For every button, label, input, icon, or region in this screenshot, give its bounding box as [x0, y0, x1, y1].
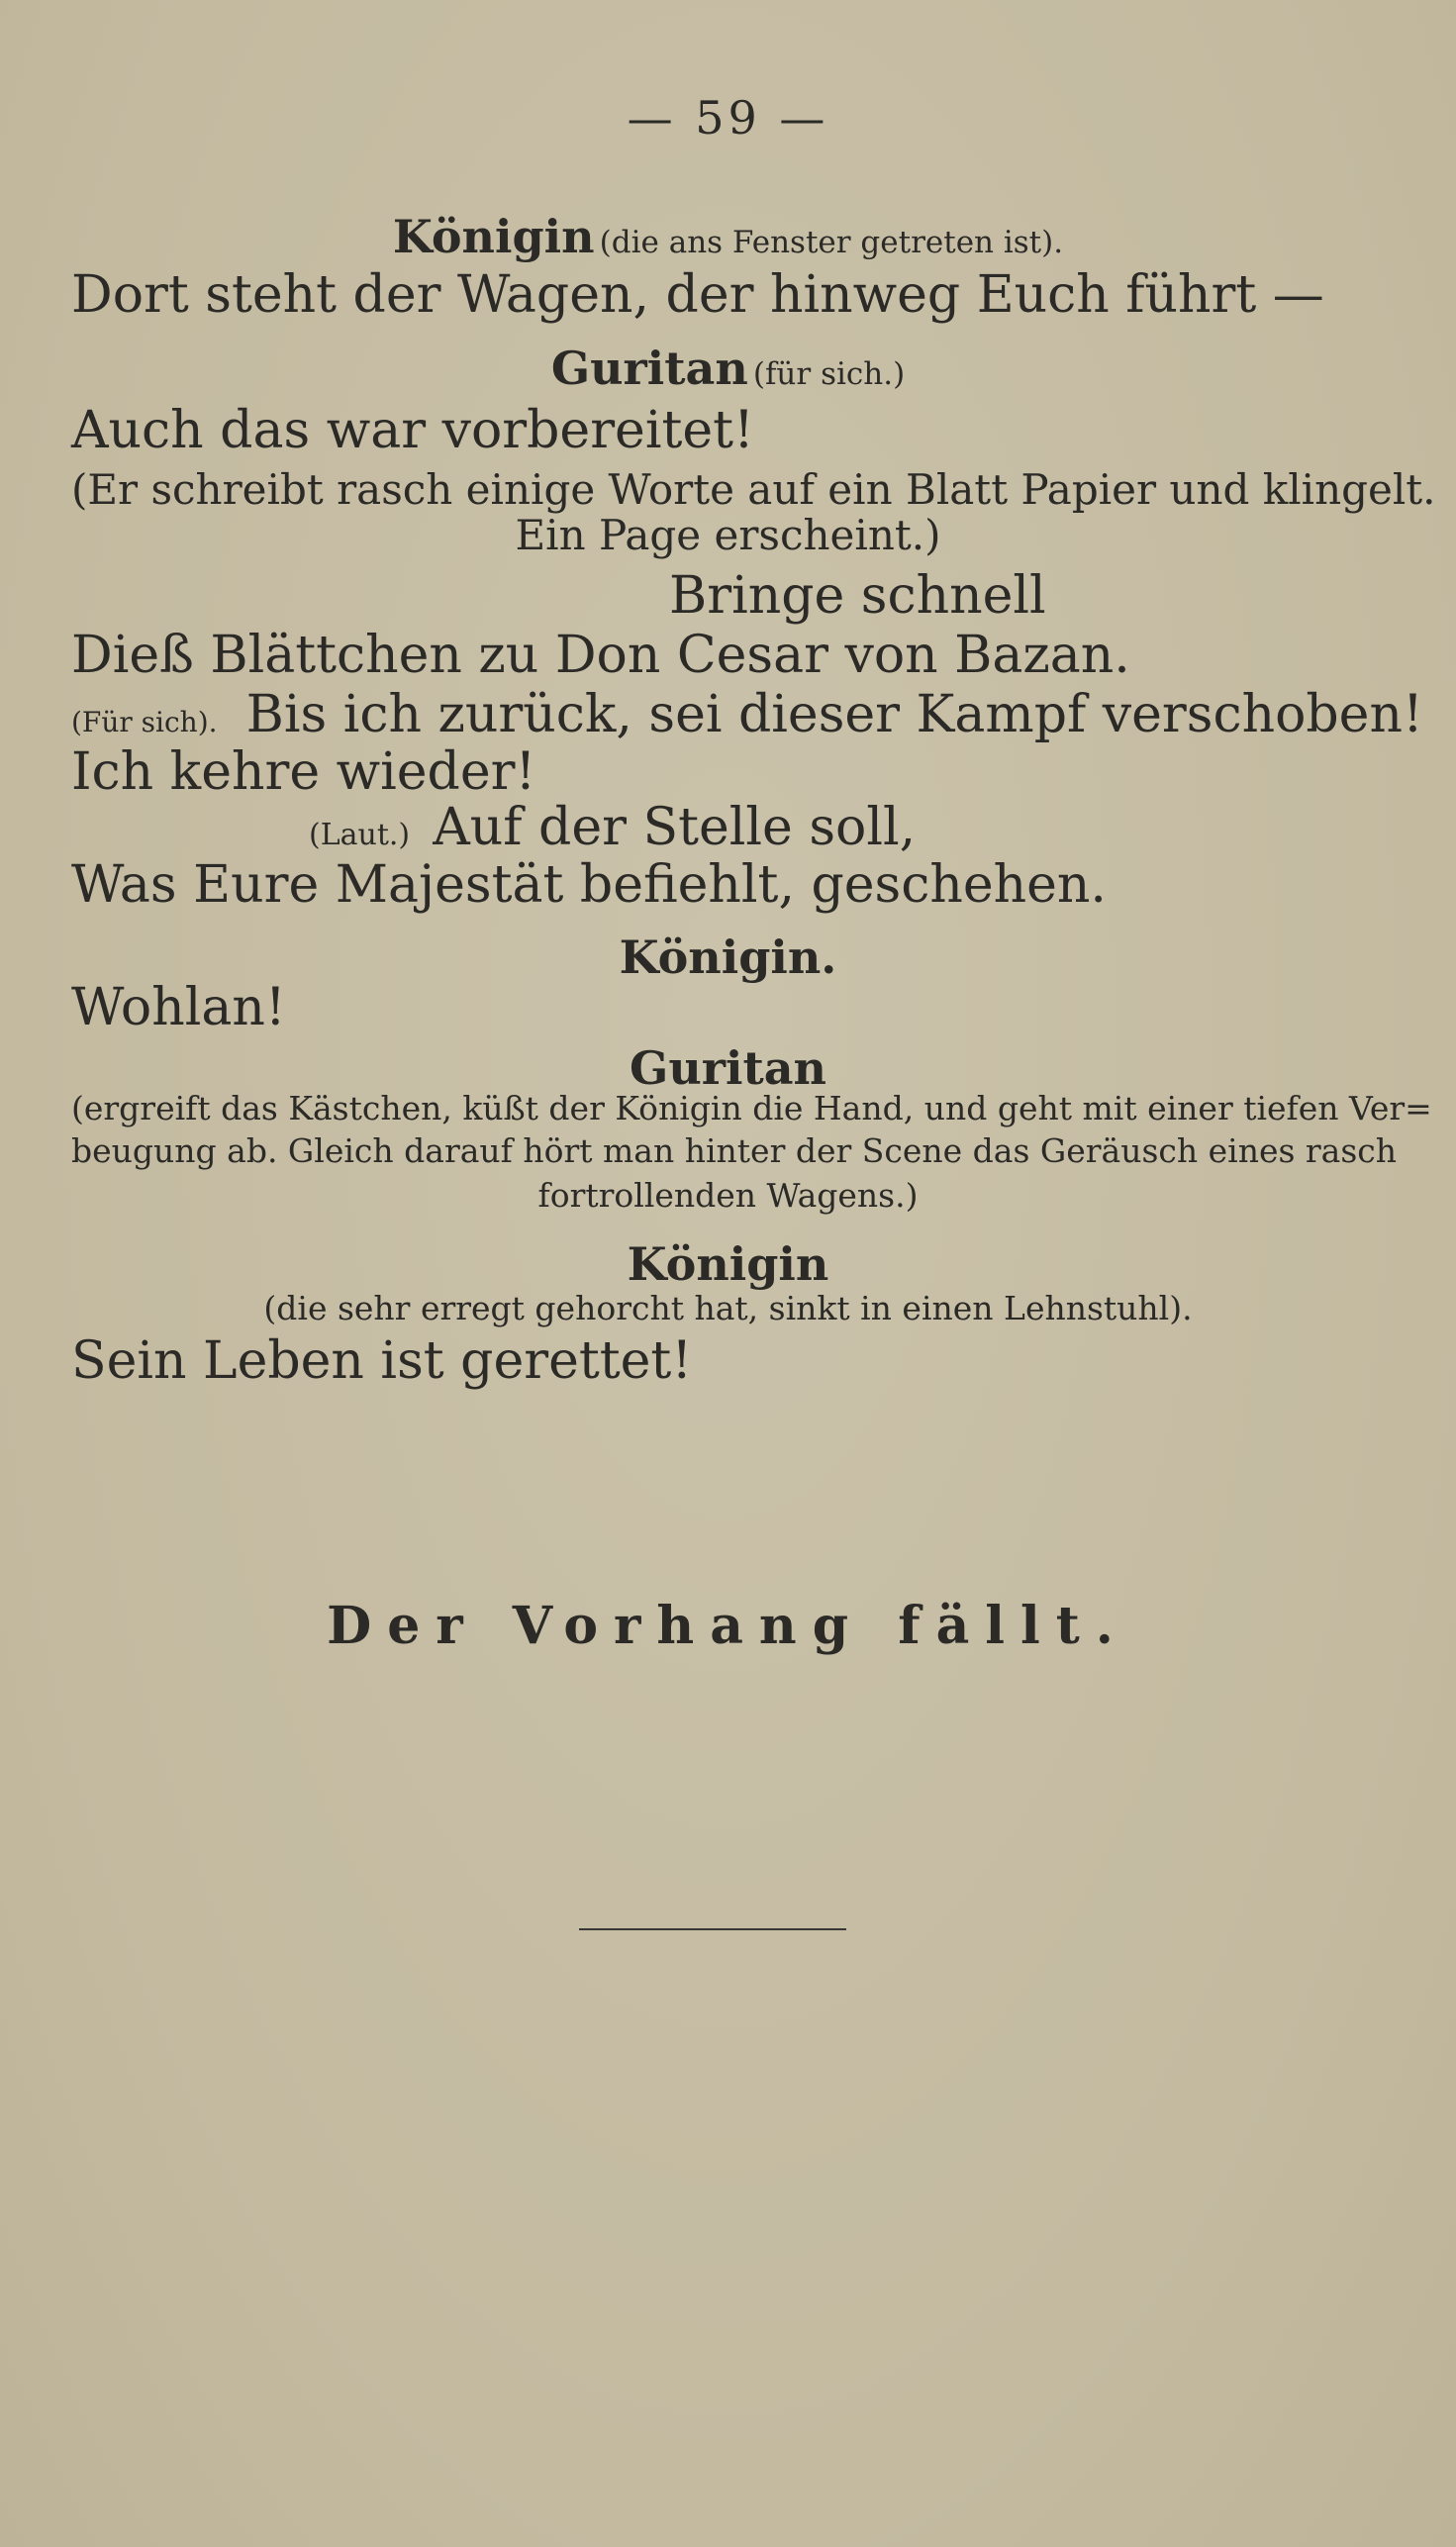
page-number: — 59 — — [627, 91, 829, 145]
speaker-name: Guritan — [630, 1041, 826, 1095]
verse-line: Wohlan! — [71, 978, 286, 1037]
stage-direction: (Für sich). — [71, 706, 218, 738]
verse-line: Bringe schnell — [669, 566, 1046, 626]
stage-direction-block: beugung ab. Gleich darauf hört man hinter der Scene das Geräusch eines rasch — [71, 1131, 1398, 1170]
stage-direction: (die ans Fenster getreten ist). — [599, 225, 1064, 260]
verse-line: (Für sich). Bis ich zurück, sei dieser Kampf verschoben! — [71, 685, 1423, 744]
stage-direction-block: fortrollenden Wagens.) — [537, 1176, 919, 1215]
stage-direction-block: (Er schreibt rasch einige Worte auf ein Blatt Papier und klingelt. — [71, 465, 1436, 514]
verse-line: Was Eure Majestät befiehlt, geschehen. — [71, 855, 1107, 915]
stage-direction-block: (ergreift das Kästchen, küßt der Königin die Hand, und geht mit einer tiefen Ver= — [71, 1089, 1432, 1127]
closing-rule — [579, 1928, 846, 1930]
verse-line: Dort steht der Wagen, der hinweg Euch führt — — [71, 265, 1324, 325]
verse-line: Sein Leben ist gerettet! — [71, 1331, 693, 1391]
verse-line: Auch das war vorbereitet! — [71, 401, 754, 460]
stage-direction: (für sich.) — [752, 356, 906, 392]
speaker-name: Königin — [392, 210, 595, 263]
verse-line: Dieß Blättchen zu Don Cesar von Bazan. — [71, 626, 1130, 685]
speaker-line — [0, 210, 1456, 263]
closing-line: Der Vorhang fällt. — [327, 1596, 1129, 1656]
speaker-line — [0, 342, 1456, 395]
stage-direction: (Laut.) — [309, 818, 411, 852]
speaker-name: Königin — [627, 1237, 829, 1291]
stage-direction-block: (die sehr erregt gehorcht hat, sinkt in einen Lehnstuhl). — [263, 1289, 1193, 1327]
speaker-name: Königin. — [619, 931, 837, 984]
verse-line: Ich kehre wieder! — [71, 742, 536, 802]
verse-line: (Laut.) Auf der Stelle soll, — [309, 798, 917, 857]
speaker-name: Guritan — [550, 342, 748, 395]
stage-direction-block: Ein Page erscheint.) — [515, 511, 941, 559]
